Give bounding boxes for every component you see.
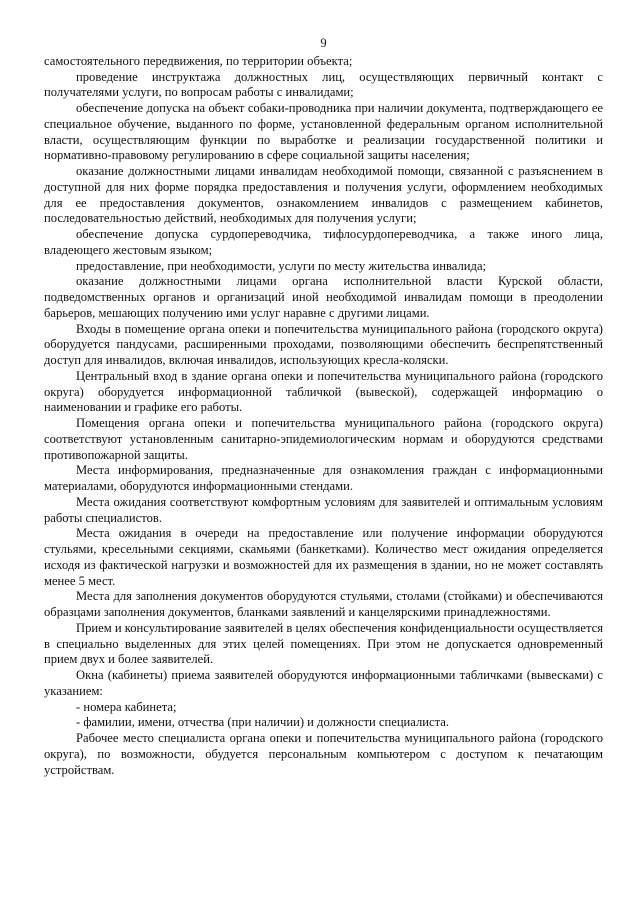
paragraph-14: Места для заполнения документов оборудуются стульями, столами (стойками) и обеспечиваются образцами заполнения документов, бланками заявлений и канцелярскими принадлежностями. [44,589,603,619]
paragraph-16: Окна (кабинеты) приема заявителей оборудуются информационными табличками (вывесками) с указанием: [44,668,603,698]
paragraph-13: Места ожидания в очереди на предоставление или получение информации оборудуются стульями, кресельными секциями, скамьями (банкетками). Количество мест ожидания определяется исходя из фактической нагрузки и возможностей для их размещения в здании, но не может составлять менее 5 мест. [44,526,603,588]
paragraph-7: оказание должностными лицами органа исполнительной власти Курской области, подведомственных органов и организаций иной необходимой инвалидам помощи в преодолении барьеров, мешающих получению ими услуг наравне с другими лицами. [44,274,603,320]
paragraph-9: Центральный вход в здание органа опеки и попечительства муниципального района (городского округа) оборудуется информационной табличкой (вывеской), содержащей информацию о наименовании и графике его работы. [44,368,603,415]
paragraph-2: проведение инструктажа должностных лиц, осуществляющих первичный контакт с получателями услуги, по вопросам работы с инвалидами; [44,69,603,100]
paragraph-12: Места ожидания соответствуют комфортным условиям для заявителей и оптимальным условиям работы специалистов. [44,494,603,525]
paragraph-3: обеспечение допуска на объект собаки-проводника при наличии документа, подтверждающего ее специальное обучение, выданного по форме, установленной федеральным органом исполнительной власти, осуществляющим функции по выработке и реализации государственной политики и нормативно-правовому регулированию в сфере социальной защиты населения; [44,101,603,163]
list-item-specialist-name: - фамилии, имени, отчества (при наличии) и должности специалиста. [76,715,450,730]
paragraph-15: Прием и консультирование заявителей в целях обеспечения конфиденциальности осуществляется в специально выделенных для этих целей помещениях. При этом не допускается одновременный прием двух и более заявителей. [44,620,603,667]
paragraph-11: Места информирования, предназначенные для ознакомления граждан с информационными материалами, оборудуются информационными стендами. [44,463,603,493]
paragraph-4: оказание должностными лицами инвалидам необходимой помощи, связанной с разъяснением в доступной для них форме порядка предоставления и получения услуги, оформлением необходимых для ее предоставления документов, ознакомлением инвалидов с размещением кабинетов, последовательностью действий, необходимых для получения услуги; [44,164,603,226]
page-number: 9 [320,36,327,50]
paragraph-1: самостоятельного передвижения, по территории объекта; [44,53,353,68]
paragraph-5: обеспечение допуска сурдопереводчика, тифлосурдопереводчика, а также иного лица, владеющего жестовым языком; [44,227,603,257]
paragraph-8: Входы в помещение органа опеки и попечительства муниципального района (городского округа) оборудуется пандусами, расширенными проходами, позволяющими обеспечить беспрепятственный доступ для инвалидов, включая инвалидов, использующих кресла-коляски. [44,321,603,367]
paragraph-19: Рабочее место специалиста органа опеки и попечительства муниципального района (городского округа), по возможности, обудуется персональным компьютером с доступом к печатающим устройствам. [44,731,603,777]
list-item-room-number: - номера кабинета; [76,699,177,714]
paragraph-10: Помещения органа опеки и попечительства муниципального района (городского округа) соответствуют установленным санитарно-эпидемиологическим нормам и оборудуются средствами противопожарной защиты. [44,416,603,462]
document-body [44,54,603,779]
paragraph-6: предоставление, при необходимости, услуги по месту жительства инвалида; [76,258,487,273]
